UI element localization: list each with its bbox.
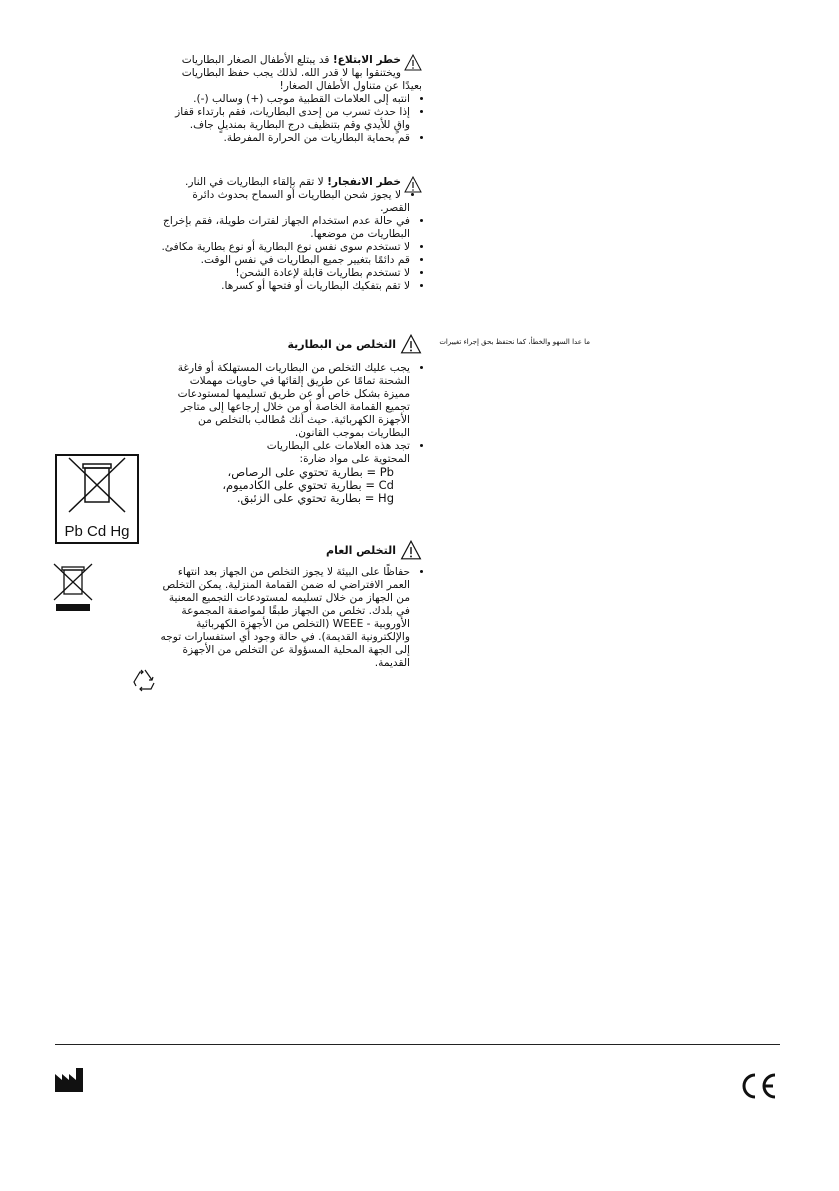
footer-divider <box>55 1044 780 1045</box>
code-line: Cd = بطارية تحتوي على الكادميوم، <box>222 478 394 492</box>
list-item: • لا تستخدم سوى نفس نوع البطارية أو نوع بطارية مكافئ. <box>160 241 410 254</box>
ce-mark <box>738 1072 778 1100</box>
list-item: • قم دائمًا بتغيير جميع البطاريات في نفس الوقت. <box>160 254 410 267</box>
list-item: • في حالة عدم استخدام الجهاز لفترات طويلة، فقم بإخراج البطاريات من موضعها. <box>160 215 410 241</box>
explosion-warning <box>160 176 422 293</box>
swallowing-warning <box>160 54 422 145</box>
section-title: التخلص من البطارية <box>287 337 396 351</box>
list-item: • لا تستخدم بطاريات قابلة لإعادة الشحن! <box>160 267 410 280</box>
battery-bin-symbol <box>55 454 139 544</box>
code-line: Pb = بطارية تحتوي على الرصاص، <box>227 465 394 479</box>
list-item: • تجد هذه العلامات على البطاريات المحتوية على مواد ضارة: <box>160 440 410 466</box>
list-item: • انتبه إلى العلامات القطبية موجب (+) وسالب (-). <box>160 93 410 106</box>
section-title: التخلص العام <box>326 543 396 557</box>
warning-title: خطر الانفجار! <box>327 176 401 188</box>
battery-disposal <box>160 334 422 505</box>
warning-title: خطر الابتلاع! <box>332 54 401 66</box>
recycle-icon <box>132 668 158 692</box>
errata-note: ما عدا السهو والخطأ، كما نحتفظ بحق إجراء تغييرات <box>439 338 590 346</box>
list-item: • حفاظًا على البيئة لا يجوز التخلص من الجهاز بعد انتهاء العمر الافتراضي له ضمن القمامة المنزلية. يمكن التخلص من الجهاز من خلال تسليمه لمستودعات التجميع المعنية في بلدك. تخلص من الجهاز طبقًا لمواصفة المجموعة الأوروبية - WEEE (التخلص من الأجهزة الكهربائية والإلكترونية القديمة). في حالة وجود أي استفسارات توجه إلى الجهة المحلية المسؤولة عن التخلص من الأجهزة القديمة. <box>160 566 410 670</box>
warning-icon <box>400 334 422 354</box>
symbol-label: Pb Cd Hg <box>64 523 130 540</box>
list-item: • قم بحماية البطاريات من الحرارة المفرطة. <box>160 132 410 145</box>
code-line: Hg = بطارية تحتوي على الزئبق. <box>236 491 394 505</box>
list-item: • لا يجوز شحن البطاريات أو السماح بحدوث دائرة القصر. <box>160 189 410 215</box>
list-item: • إذا حدث تسرب من إحدى البطاريات، فقم بارتداء قفاز واقٍ للأيدي وقم بتنظيف درج البطارية بمنديلٍ جاف. <box>160 106 410 132</box>
weee-bin-icon <box>52 562 94 614</box>
warning-icon <box>400 540 422 560</box>
manufacturer-icon <box>55 1068 85 1092</box>
warning-icon <box>404 54 422 71</box>
warning-text: لا تقم بإلقاء البطاريات في النار. <box>184 176 324 188</box>
general-disposal <box>160 540 422 670</box>
warning-text: قد يبتلع الأطفال الصغار البطاريات ويختنقوا بها لا قدر الله. لذلك يجب حفظ البطاريات بعيدًا عن متناول الأطفال الصغار! <box>181 54 422 92</box>
list-item: • لا تقم بتفكيك البطاريات أو فتحها أو كسرها. <box>160 280 410 293</box>
crossed-bin-icon <box>57 456 137 516</box>
list-item: • يجب عليك التخلص من البطاريات المستهلكة أو فارغة الشحنة تمامًا عن طريق إلقائها في حاويات مهملات مميزة بشكل خاص أو عن طريق تسليمها لمستودعات تجميع القمامة الخاصة أو من خلال إرجاعها إلى متاجر الأجهزة الكهربائية. حيث أنك مُطالب بالتخلص من البطاريات بموجب القانون. <box>160 362 410 440</box>
